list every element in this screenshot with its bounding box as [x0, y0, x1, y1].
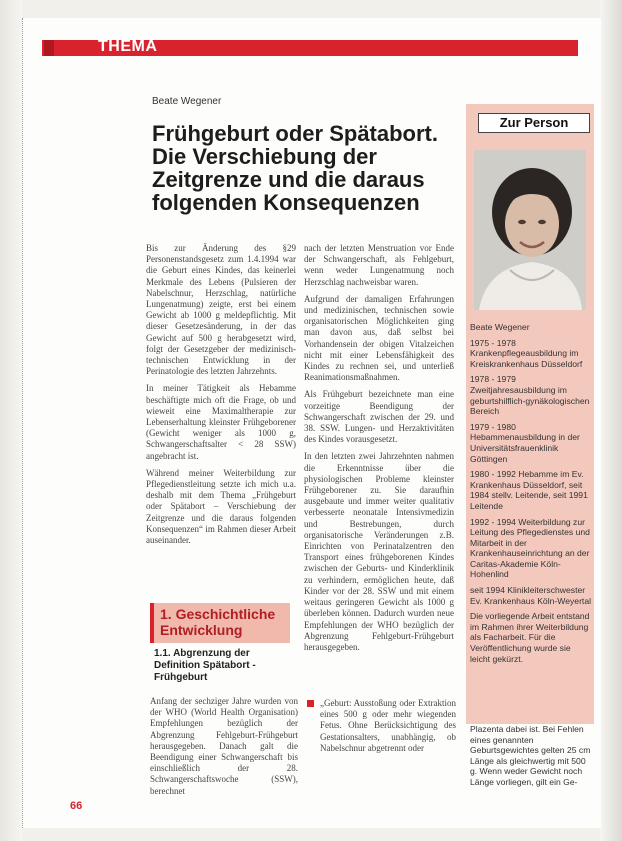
author-name: Beate Wegener — [152, 96, 222, 107]
book-spine — [0, 0, 22, 841]
subsection-heading: 1.1. Abgrenzung der Definition Spätabort - Frühgeburt — [154, 648, 256, 683]
bio-entry: seit 1994 Klinikleiterschwester Ev. Krankenhaus Köln-Weyertal — [470, 585, 592, 606]
paragraph: Anfang der sechziger Jahre wurden von der WHO (World Health Organisation) Empfehlungen bezüglich der Abgrenzung Fehlgeburt-Frühgeburt herausgegeben. Danach galt die Beendigung einer Schwangerschaft bis einschließlich der 28. Schwangerschaftswoche (SSW), berechnet — [150, 696, 298, 796]
bio-name: Beate Wegener — [470, 322, 530, 332]
author-portrait-photo — [474, 150, 586, 310]
portrait-image — [474, 150, 586, 310]
page-edge — [600, 0, 622, 841]
sidebar-heading: Zur Person — [478, 113, 590, 133]
bio-entry: 1980 - 1992 Hebamme im Ev. Krankenhaus Düsseldorf, seit 1984 stellv. Leitende, seit 1991 Leitende — [470, 469, 588, 511]
paragraph: nach der letzten Menstruation vor Ende der Schwangerschaft, als Fehlgeburt, wenn weder Lungenatmung noch Herzschlag nachweisbar waren. — [304, 243, 454, 287]
bio-entry: 1978 - 1979 Zweitjahresausbildung im geburtshilflich-gynäkologischen Bereich — [470, 374, 590, 417]
header-accent — [44, 40, 54, 56]
thema-header-bar — [42, 40, 578, 56]
paragraph: Während meiner Weiterbildung zur Pflegedienstleitung setzte ich mich u.a. deshalb mit dem Thema „Frühgeburt oder Spätabort – Verschiebung der Zeitgrenze und die daraus folgenden Konsequenzen“ im Rahmen dieser Arbeit auseinander. — [146, 467, 296, 546]
bio-entry: 1975 - 1978 Krankenpflegeausbildung im Kreiskrankenhaus Düsseldorf — [470, 337, 583, 369]
paragraph: In meiner Tätigkeit als Hebamme beschäftigte mich oft die Frage, ob und wieweit eine Maximaltherapie zur Lebenserhaltung kleinster Frühgeborener (Gewicht weniger als 1000 g, Schwangerschaftsalter < 28 SSW) angebracht ist. — [146, 383, 296, 461]
article-title: Frühgeburt oder Spätabort. Die Verschiebung der Zeitgrenze und die daraus folgenden Konsequenzen — [152, 121, 438, 215]
paragraph: Bis zur Änderung des §29 Personenstandsgesetz zum 1.4.1994 war die Geburt eines Kindes, das keinerlei Merkmale des Lebens (Pulsieren der Nabelschnur, Herzschlag, natürliche Lungenatmung) zeigte, erst bei einem Gewicht ab 1000 g meldepflichtig. Mit dieser Gesetzesänderung, in der das Gewicht auf 500 g herabgesetzt wird, folgt der Gesetzgeber der medizinisch-technischen Entwicklung in der Perinatologie des letzten Jahrzehnts. — [146, 243, 296, 377]
column-left — [146, 243, 296, 552]
sidebar-bio — [470, 322, 592, 669]
quote-paragraph: „Geburt: Ausstoßung oder Extraktion eines 500 g oder mehr wiegenden Fetus. Ohne Berücksichtigung des Gestationsalters, unabhängig, ob Nabelschnur abgetrennt oder — [320, 698, 456, 753]
bio-note: Die vorliegende Arbeit entstand im Rahmen ihrer Weiterbildung als Facharbeit. Für die Veröffentlichung wurde sie leicht gekürzt. — [470, 611, 590, 664]
column-left-lower — [150, 696, 298, 803]
thema-label: THEMA — [98, 38, 158, 55]
bio-entry: 1979 - 1980 Hebammenausbildung in der Universitätsfrauenklinik Göttingen — [470, 421, 580, 464]
column-right-lower: Plazenta dabei ist. Bei Fehlen eines genannten Geburtsgewichtes gelten 25 cm Länge als gleichwertig mit 500 g. Wenn weder Gewicht noch Länge vorliegen, gilt ein Ge- — [470, 724, 591, 787]
section-heading: 1. Geschichtliche Entwicklung — [160, 606, 276, 638]
section-heading-box — [150, 603, 290, 643]
paragraph: Aufgrund der damaligen Erfahrungen und medizinischen, technischen sowie organisatorischen Möglichkeiten ging man davon aus, daß selbst bei Vorhandensein der obigen Vitalzeichen nicht mit einer Lebensfähigkeit des Kindes zu rechnen sei, und unterließ Reanimationsmaßnahmen. — [304, 293, 454, 383]
page-number: 66 — [70, 800, 83, 812]
column-middle-lower — [320, 698, 456, 760]
paragraph: In den letzten zwei Jahrzehnten nahmen die Erkenntnisse über die physiologischen Probleme kleinster Frühgeborener zu. Sie daraufhin ausgebaute und immer weiter qualitativ verbesserte neonatale Intensivmedizin und Bestrebungen, durch organisatorische Veränderungen z.B. Einrichten von Perinatalzentren den Transport eines frühgeborenen Kindes zwischen der Geburts- und Kinderklinik zu verhindern, ermöglichen heute, daß Kinder vor der 28. SSW und mit einem weitaus geringeren Gewicht als 1000 g überleben können. Dadurch wurden neue Empfehlungen der WHO bezüglich der Abgrenzung Fehlgeburt-Frühgeburt herausgegeben. — [304, 451, 454, 652]
column-middle — [304, 243, 454, 659]
bullet-square-icon — [307, 700, 314, 707]
paragraph: Als Frühgeburt bezeichnete man eine vorzeitige Beendigung der Schwangerschaft zwischen der 29. und 38. SSW. Lungen- und Herzaktivitäten des Kindes vorausgesetzt. — [304, 389, 454, 445]
bio-entry: 1992 - 1994 Weiterbildung zur Leitung des Pflegedienstes und Mitarbeit in der Krankenhauseinrichtung an der Caritas-Akademie Köln-Hohenlind — [470, 516, 590, 580]
